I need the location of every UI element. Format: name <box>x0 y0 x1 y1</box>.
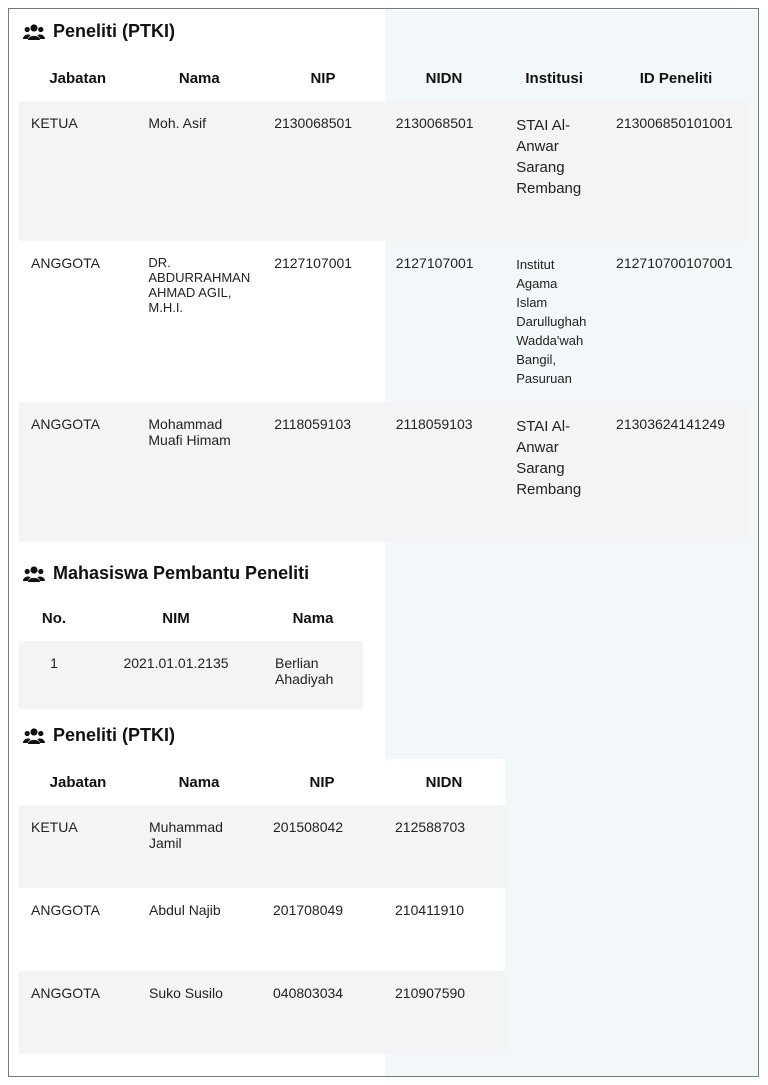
cell-jabatan: ANGGOTA <box>19 971 137 1054</box>
table-row <box>19 101 748 241</box>
peneliti-table <box>19 55 748 542</box>
cell-nama: Muhammad Jamil <box>137 805 261 888</box>
table-row <box>19 402 748 542</box>
cell-nip: 2127107001 <box>274 255 353 271</box>
cell-nidn: 210907590 <box>383 971 505 1054</box>
table-row <box>19 641 363 709</box>
header-nama: Nama <box>292 609 334 627</box>
cell-nidn: 2127107001 <box>395 255 474 271</box>
cell-id-peneliti: 21303624141249 <box>604 402 748 542</box>
cell-institusi: STAI Al-Anwar Sarang Rembang <box>504 101 604 241</box>
header-nama: Nama <box>178 69 220 87</box>
cell-nama: Moh. Asif <box>136 101 262 241</box>
cell-nip: 201708049 <box>273 902 344 918</box>
cell-id-peneliti: 212710700107001 <box>616 255 733 271</box>
cell-nama: Abdul Najib <box>149 902 221 918</box>
users-icon <box>23 565 45 583</box>
section-title-text: Peneliti (PTKI) <box>53 21 176 41</box>
cell-nama: Suko Susilo <box>137 971 261 1054</box>
cell-institusi: STAI Al-Anwar Sarang Rembang <box>504 402 604 542</box>
section-title-peneliti <box>23 21 175 42</box>
header-id-peneliti: ID Peneliti <box>639 69 713 87</box>
mahasiswa-table <box>19 595 363 709</box>
table-row <box>19 888 505 971</box>
cell-jabatan: ANGGOTA <box>19 402 136 542</box>
header-nim: NIM <box>162 609 190 627</box>
cell-nidn: 212588703 <box>383 805 505 888</box>
cell-id-peneliti: 213006850101001 <box>604 101 748 241</box>
cell-nip: 2130068501 <box>262 101 383 241</box>
cell-nip: 2118059103 <box>262 402 383 542</box>
cell-nidn: 210411910 <box>395 902 465 918</box>
document-frame <box>8 8 759 1077</box>
header-jabatan: Jabatan <box>49 69 107 87</box>
cell-jabatan: ANGGOTA <box>31 255 100 271</box>
cell-nidn: 2118059103 <box>384 402 505 542</box>
header-no: No. <box>41 609 67 627</box>
cell-nama: Berlian Ahadiyah <box>263 641 363 709</box>
section-title-mahasiswa <box>23 563 309 584</box>
table-header-row <box>19 759 505 805</box>
table-header-row <box>19 55 748 101</box>
table-row <box>19 971 505 1054</box>
cell-nama: DR. ABDURRAHMAN AHMAD AGIL, M.H.I. <box>148 255 251 315</box>
header-nip: NIP <box>310 69 336 87</box>
section-title-text: Mahasiswa Pembantu Peneliti <box>53 563 310 583</box>
cell-nip: 040803034 <box>261 971 383 1054</box>
table-row <box>19 241 748 402</box>
cell-jabatan: KETUA <box>19 101 136 241</box>
users-icon <box>23 727 45 745</box>
section-title-peneliti-2 <box>23 725 175 746</box>
peneliti-table-2 <box>19 759 505 1054</box>
cell-jabatan: ANGGOTA <box>31 902 100 918</box>
header-jabatan: Jabatan <box>49 773 107 791</box>
cell-nidn: 2130068501 <box>384 101 505 241</box>
header-nama: Nama <box>178 773 220 791</box>
users-icon <box>23 23 45 41</box>
cell-nama: Mohammad Muafi Himam <box>136 402 262 542</box>
header-nip: NIP <box>309 773 335 791</box>
header-nidn: NIDN <box>425 773 463 791</box>
cell-nim: 2021.01.01.2135 <box>89 641 263 709</box>
cell-no: 1 <box>19 641 89 709</box>
section-title-text: Peneliti (PTKI) <box>53 725 176 745</box>
table-row <box>19 805 505 888</box>
cell-jabatan: KETUA <box>19 805 137 888</box>
table-header-row <box>19 595 363 641</box>
header-nidn: NIDN <box>425 69 463 87</box>
cell-institusi: Institut Agama Islam Darullughah Wadda'wah Bangil, Pasuruan <box>516 257 587 386</box>
cell-nip: 201508042 <box>261 805 383 888</box>
header-institusi: Institusi <box>525 69 583 87</box>
